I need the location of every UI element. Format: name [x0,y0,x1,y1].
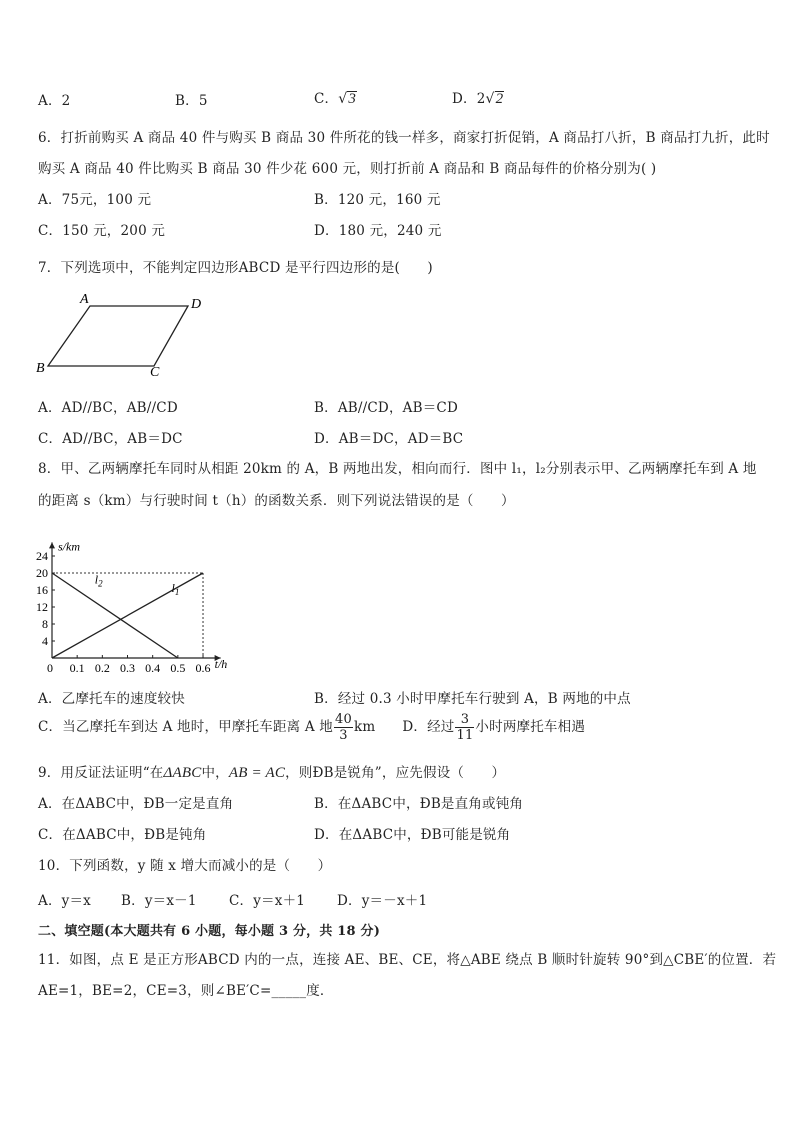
parallelogram-shape [48,306,188,366]
q8-stem-line2: 的距离 s（km）与行驶时间 t（h）的函数关系．则下列说法错误的是（ ） [38,493,515,509]
y-tick-label: 20 [36,566,48,580]
q5-option-a: A．2 [38,93,71,109]
q9-option-a: A．在ΔABC中，ÐB一定是直角 [38,796,234,812]
y-tick-label: 16 [36,583,48,597]
q11-stem-line1: 11．如图，点 E 是正方形ABCD 内的一点，连接 AE、BE、CE，将△ABE 绕点 B 顺时针旋转 90°到△CBE′的位置．若 [38,952,777,968]
parallelogram-figure [30,288,210,380]
vertex-label-b: B [36,361,45,376]
y-tick-label: 8 [42,617,48,631]
q9-option-d: D．在ΔABC中，ÐB可能是锐角 [314,827,511,843]
q6-option-b: B．120 元，160 元 [314,192,441,208]
q5-option-b: B．5 [175,93,208,109]
q6-stem-line2: 购买 A 商品 40 件比购买 B 商品 30 件少花 600 元，则打折前 A 商品和 B 商品每件的价格分别为( ) [38,161,657,177]
q6-stem-line1: 6．打折前购买 A 商品 40 件与购买 B 商品 30 件所花的钱一样多，商家打折促销，A 商品打八折，B 商品打九折，此时 [38,130,770,146]
y-axis-label: s/km [58,539,80,554]
vertex-label-a: A [80,292,89,307]
series-label-l1: $l_1$ [171,581,180,598]
q9-option-c: C．在ΔABC中，ÐB是钝角 [38,827,207,843]
x-tick-label: 0.3 [120,661,136,675]
q8-stem-line1: 8．甲、乙两辆摩托车同时从相距 20km 的 A，B 两地出发，相向而行．图中 l₁，l₂分别表示甲、乙两辆摩托车到 A 地 [38,461,757,477]
x-tick-label: 0.2 [94,661,110,675]
distance-time-chart [30,518,245,676]
series-line-l2 [52,573,178,658]
x-tick-label: 0 [47,661,53,675]
x-tick-label: 0.6 [195,661,211,675]
q7-option-c: C．AD//BC，AB＝DC [38,431,183,447]
q6-option-a: A．75元，100 元 [38,192,152,208]
q6-option-d: D．180 元，240 元 [314,223,442,239]
q5-option-c: C．√3 [314,91,357,107]
q5-option-d: D．2√2 [452,91,504,107]
x-tick-label: 0.4 [145,661,161,675]
q8-option-a: A．乙摩托车的速度较快 [38,691,185,707]
q10-stem: 10．下列函数，y 随 x 增大而减小的是（ ） [38,858,332,874]
q9-option-b: B．在ΔABC中，ÐB是直角或钝角 [314,796,524,812]
q8-option-c: C．当乙摩托车到达 A 地时，甲摩托车距离 A 地 $\frac{40}{3}$ km D．经过 $\frac{3}{11}$ 小时两摩托车相遇 [38,712,586,743]
x-tick-label: 0.5 [170,661,186,675]
vertex-label-d: D [191,297,202,312]
q9-stem: 9．用反证法证明“在ΔABC中，AB = AC，则ÐB是锐角”，应先假设（ ） [38,765,506,781]
q11-stem-line2: AE=1，BE=2，CE=3，则∠BE′C=_____度． [38,983,334,999]
q7-stem: 7．下列选项中，不能判定四边形ABCD 是平行四边形的是( ) [38,260,433,276]
q10-option-d: D．y＝－x＋1 [337,893,428,909]
x-axis-label: t/h [214,657,228,671]
series-line-l1 [52,573,203,658]
q7-option-d: D．AB＝DC，AD＝BC [314,431,464,447]
q10-option-a: A．y＝x [38,893,91,909]
y-axis-arrow [49,542,55,548]
y-tick-label: 12 [36,600,48,614]
fraction-3-11: $\frac{3}{11}$ [456,712,474,743]
q8-option-b: B．经过 0.3 小时甲摩托车行驶到 A，B 两地的中点 [314,691,631,707]
y-tick-label: 24 [36,549,48,563]
y-tick-label: 4 [42,634,48,648]
q7-option-a: A．AD//BC，AB//CD [38,400,178,416]
fraction-40-3: $\frac{40}{3}$ [335,712,352,743]
q10-option-b: B．y＝x－1 [121,893,197,909]
x-tick-label: 0.1 [69,661,85,675]
series-label-l2: $l_2$ [94,572,103,589]
q6-option-c: C．150 元，200 元 [38,223,166,239]
q7-option-b: B．AB//CD，AB＝CD [314,400,458,416]
vertex-label-c: C [150,365,160,380]
section-2-title: 二、填空题(本大题共有 6 小题，每小题 3 分，共 18 分) [38,924,381,939]
q10-option-c: C．y＝x＋1 [229,893,306,909]
